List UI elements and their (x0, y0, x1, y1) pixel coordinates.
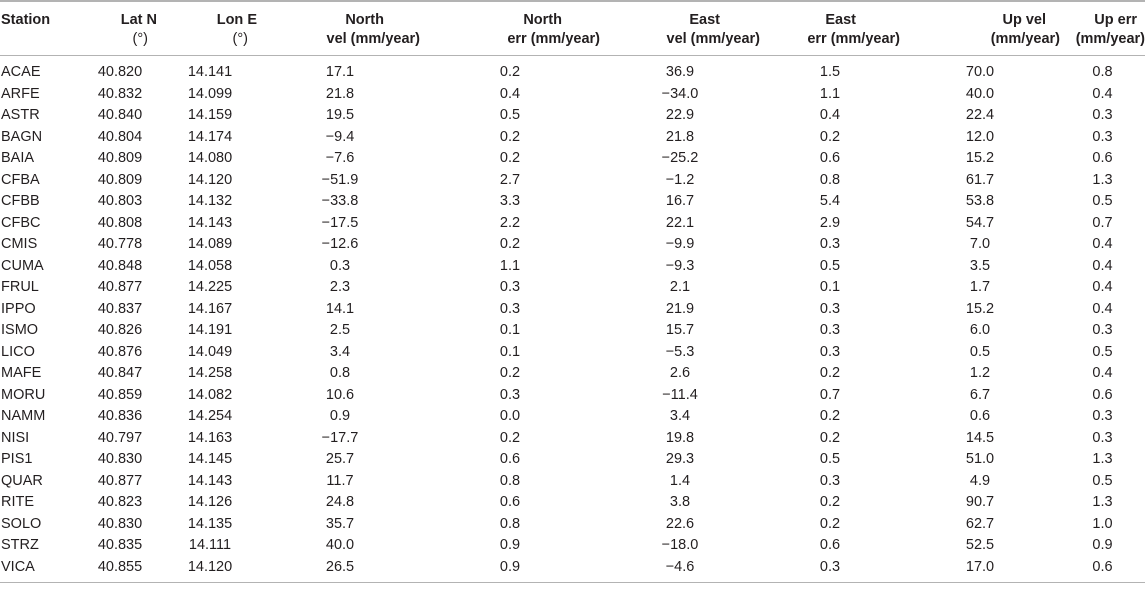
cell-lat: 40.830 (97, 451, 143, 467)
table-row (0, 105, 1145, 127)
cell-station: CUMA (1, 257, 44, 274)
cell-up-err: 1.3 (1092, 451, 1113, 467)
cell-east-vel: −18.0 (661, 537, 699, 553)
cell-north-vel: 10.6 (325, 386, 355, 403)
cell-station: QUAR (1, 472, 43, 489)
cell-east-vel: 21.8 (665, 128, 695, 145)
table-row (0, 385, 1145, 407)
cell-east-err: 0.4 (819, 107, 841, 123)
cell-up-err: 0.4 (1092, 85, 1113, 102)
cell-lat: 40.823 (97, 494, 143, 510)
header-lon: Lon E (°) (160, 2, 260, 56)
cell-up-vel: 51.0 (965, 451, 995, 467)
cell-up-vel: 54.7 (965, 214, 995, 231)
cell-lat: 40.837 (97, 300, 143, 317)
cell-north-vel: 2.3 (329, 279, 351, 295)
cell-lat: 40.855 (80, 557, 160, 583)
cell-up-err: 0.4 (1092, 300, 1113, 317)
header-up-err: Up err (mm/year) (1060, 2, 1145, 56)
cell-up-err: 0.3 (1092, 429, 1113, 446)
cell-east-vel: −5.3 (665, 343, 695, 360)
cell-lon: 14.159 (187, 107, 233, 123)
header-up-vel: Up vel (mm/year) (900, 2, 1060, 56)
cell-station: NISI (1, 429, 30, 446)
cell-lon: 14.163 (187, 429, 233, 446)
cell-station: ARFE (1, 85, 40, 102)
cell-lon: 14.126 (187, 494, 233, 510)
cell-north-vel: −17.7 (321, 429, 359, 446)
cell-lat: 40.820 (97, 64, 143, 80)
table-row (0, 127, 1145, 149)
table-row (0, 148, 1145, 170)
cell-north-vel: 19.5 (325, 107, 355, 123)
cell-up-vel: 53.8 (965, 193, 995, 209)
cell-north-vel: 0.9 (329, 408, 351, 424)
cell-lat: 40.804 (97, 128, 143, 145)
cell-station: BAGN (1, 128, 43, 145)
header-north-vel: North vel (mm/year) (260, 2, 420, 56)
cell-east-err: 5.4 (819, 193, 841, 209)
cell-station: MORU (1, 386, 46, 403)
table-row (0, 84, 1145, 106)
table-row (0, 449, 1145, 471)
cell-up-vel: 3.5 (969, 257, 991, 274)
cell-east-vel: 22.9 (665, 107, 695, 123)
cell-lon: 14.254 (187, 408, 233, 424)
cell-lat: 40.803 (97, 193, 143, 209)
cell-up-vel: 17.0 (900, 557, 1060, 583)
cell-up-vel: 62.7 (965, 515, 995, 532)
cell-east-vel: 19.8 (665, 429, 695, 446)
cell-up-vel: 14.5 (965, 429, 995, 446)
cell-north-err: 0.2 (499, 365, 521, 381)
header-lat: Lat N (°) (80, 2, 160, 56)
cell-north-vel: 26.5 (260, 557, 420, 583)
cell-lon: 14.135 (187, 515, 233, 532)
cell-up-vel: 15.2 (965, 300, 995, 317)
table-row (0, 170, 1145, 192)
cell-up-vel: 1.7 (969, 279, 991, 295)
cell-station: CFBC (1, 214, 41, 231)
cell-lat: 40.830 (97, 515, 143, 532)
cell-lon: 14.143 (187, 214, 233, 231)
cell-east-err: 0.3 (760, 557, 900, 583)
cell-lon: 14.174 (187, 128, 233, 145)
cell-north-vel: −51.9 (321, 171, 359, 188)
cell-east-err: 0.2 (819, 515, 841, 532)
cell-station: IPPO (1, 300, 36, 317)
cell-east-vel: −25.2 (661, 150, 699, 166)
cell-north-vel: 35.7 (325, 515, 355, 532)
cell-station: SOLO (1, 515, 42, 532)
cell-station: MAFE (1, 365, 42, 381)
cell-north-err: 0.8 (499, 472, 521, 489)
cell-up-vel: 70.0 (965, 64, 995, 80)
cell-up-vel: 4.9 (969, 472, 991, 489)
cell-east-vel: 2.1 (669, 279, 691, 295)
cell-lat: 40.778 (97, 236, 143, 252)
cell-up-vel: 90.7 (965, 494, 995, 510)
cell-station: CFBB (1, 193, 40, 209)
cell-up-err: 0.4 (1092, 236, 1113, 252)
cell-north-vel: 0.8 (329, 365, 351, 381)
cell-up-err: 1.0 (1092, 515, 1113, 532)
cell-lon: 14.258 (187, 365, 233, 381)
cell-east-err: 0.6 (819, 537, 841, 553)
cell-up-vel: 12.0 (965, 128, 995, 145)
cell-east-vel: 36.9 (665, 64, 695, 80)
cell-lon: 14.120 (187, 171, 233, 188)
table-row (0, 428, 1145, 450)
table-row (0, 535, 1145, 557)
cell-north-vel: 40.0 (325, 537, 355, 553)
cell-station: VICA (0, 557, 80, 583)
cell-up-err: 0.4 (1092, 365, 1113, 381)
cell-east-err: 0.3 (819, 322, 841, 338)
cell-north-err: 0.6 (499, 494, 521, 510)
cell-station: ISMO (1, 322, 39, 338)
cell-station: ACAE (1, 64, 41, 80)
cell-north-err: 2.7 (499, 171, 521, 188)
cell-north-err: 0.6 (499, 451, 521, 467)
table-row (0, 234, 1145, 256)
cell-north-vel: 0.3 (329, 257, 351, 274)
cell-north-err: 3.3 (499, 193, 521, 209)
table-row (0, 492, 1145, 514)
header-north-err: North err (mm/year) (420, 2, 600, 56)
cell-up-err: 0.3 (1092, 107, 1113, 123)
cell-north-err: 0.1 (499, 343, 521, 360)
cell-east-err: 1.1 (819, 85, 841, 102)
cell-north-err: 0.2 (499, 150, 521, 166)
cell-east-err: 0.2 (819, 365, 841, 381)
table-row (0, 299, 1145, 321)
cell-north-err: 0.8 (499, 515, 521, 532)
cell-east-err: 0.7 (819, 386, 841, 403)
cell-north-err: 1.1 (499, 257, 521, 274)
cell-station: RITE (1, 494, 35, 510)
table-header (0, 1, 1145, 56)
cell-east-vel: 3.4 (669, 408, 691, 424)
cell-up-err: 0.3 (1092, 322, 1113, 338)
header-east-err: East err (mm/year) (760, 2, 900, 56)
cell-east-err: 0.1 (819, 279, 841, 295)
cell-up-err: 0.5 (1092, 193, 1113, 209)
cell-station: FRUL (1, 279, 39, 295)
cell-east-err: 0.3 (819, 343, 841, 360)
cell-lat: 40.877 (97, 472, 143, 489)
cell-north-err: 0.1 (499, 322, 521, 338)
cell-lat: 40.826 (97, 322, 143, 338)
cell-lat: 40.832 (97, 85, 143, 102)
cell-lat: 40.848 (97, 257, 143, 274)
cell-east-err: 0.3 (819, 472, 841, 489)
cell-east-vel: −34.0 (661, 85, 699, 102)
cell-east-err: 0.3 (819, 300, 841, 317)
cell-north-err: 0.3 (499, 386, 521, 403)
cell-lon: 14.143 (187, 472, 233, 489)
table-row (0, 256, 1145, 278)
cell-up-vel: 0.5 (969, 343, 991, 360)
cell-up-err: 1.3 (1092, 171, 1113, 188)
cell-east-err: 0.5 (819, 451, 841, 467)
cell-north-err: 0.3 (499, 300, 521, 317)
cell-lat: 40.835 (97, 537, 143, 553)
cell-north-err: 0.0 (499, 408, 521, 424)
cell-east-vel: −11.4 (662, 386, 698, 403)
table-row (0, 471, 1145, 493)
cell-up-err: 0.3 (1092, 408, 1113, 424)
cell-north-err: 0.5 (499, 107, 521, 123)
cell-up-err: 0.3 (1092, 128, 1113, 145)
cell-lon: 14.225 (187, 279, 233, 295)
cell-north-err: 2.2 (499, 214, 521, 231)
cell-east-err: 0.2 (819, 494, 841, 510)
cell-east-vel: 1.4 (669, 472, 691, 489)
cell-up-err: 0.4 (1092, 279, 1113, 295)
table-row (0, 191, 1145, 213)
cell-north-err: 0.9 (499, 537, 521, 553)
cell-lon: 14.132 (187, 193, 233, 209)
cell-north-vel: 17.1 (325, 64, 355, 80)
cell-station: ASTR (1, 107, 40, 123)
cell-east-err: 0.2 (819, 128, 841, 145)
cell-lat: 40.797 (97, 429, 143, 446)
cell-east-vel: 16.7 (665, 193, 695, 209)
cell-up-err: 0.6 (1092, 386, 1113, 403)
cell-up-err: 0.9 (1092, 537, 1113, 553)
cell-north-vel: 11.7 (326, 472, 354, 489)
cell-east-vel: −4.6 (600, 557, 760, 583)
cell-lat: 40.809 (97, 150, 143, 166)
cell-station: LICO (1, 343, 35, 360)
cell-north-vel: 3.4 (329, 343, 351, 360)
cell-lat: 40.877 (97, 279, 143, 295)
table-row (0, 320, 1145, 342)
table-row (0, 213, 1145, 235)
cell-up-err: 0.5 (1092, 343, 1113, 360)
cell-lat: 40.809 (97, 171, 143, 188)
cell-east-err: 0.6 (819, 150, 841, 166)
cell-lon: 14.058 (187, 257, 233, 274)
cell-lon: 14.049 (187, 343, 233, 360)
cell-lon: 14.120 (160, 557, 260, 583)
cell-station: BAIA (1, 150, 35, 166)
cell-up-vel: 61.7 (965, 171, 995, 188)
cell-east-err: 0.8 (819, 171, 841, 188)
cell-station: CFBA (1, 171, 40, 188)
table-row (0, 514, 1145, 536)
cell-up-err: 0.8 (1092, 64, 1113, 80)
cell-north-err: 0.2 (499, 64, 521, 80)
cell-east-vel: 15.7 (665, 322, 695, 338)
cell-up-err: 1.3 (1092, 494, 1113, 510)
cell-lat: 40.859 (97, 386, 143, 403)
cell-north-err: 0.4 (499, 85, 521, 102)
cell-north-vel: 14.1 (325, 300, 355, 317)
cell-north-vel: −9.4 (325, 128, 355, 145)
cell-east-err: 0.5 (819, 257, 841, 274)
cell-lat: 40.847 (97, 365, 143, 381)
cell-station: CMIS (1, 236, 38, 252)
cell-north-err: 0.2 (499, 429, 521, 446)
cell-lon: 14.141 (187, 64, 233, 80)
cell-lat: 40.836 (97, 408, 143, 424)
cell-station: PIS1 (1, 451, 33, 467)
cell-east-vel: −1.2 (665, 171, 695, 188)
cell-north-vel: 21.8 (325, 85, 355, 102)
cell-east-vel: 22.1 (665, 214, 695, 231)
cell-north-vel: 2.5 (329, 322, 351, 338)
cell-up-err: 0.6 (1060, 557, 1145, 583)
cell-north-err: 0.2 (499, 128, 521, 145)
table-row (0, 277, 1145, 299)
header-station: Station (0, 2, 80, 56)
cell-lat: 40.876 (97, 343, 143, 360)
cell-up-vel: 1.2 (969, 365, 991, 381)
cell-east-err: 1.5 (819, 64, 841, 80)
table-row (0, 56, 1145, 84)
cell-up-err: 0.7 (1092, 214, 1113, 231)
cell-east-vel: 21.9 (665, 300, 695, 317)
cell-north-vel: 25.7 (325, 451, 355, 467)
cell-east-vel: −9.3 (665, 257, 695, 274)
table-row (0, 363, 1145, 385)
cell-up-vel: 6.0 (969, 322, 991, 338)
cell-north-vel: −12.6 (321, 236, 359, 252)
cell-north-err: 0.9 (420, 557, 600, 583)
cell-lon: 14.145 (187, 451, 233, 467)
cell-east-vel: 29.3 (665, 451, 695, 467)
cell-north-vel: −7.6 (325, 150, 355, 166)
cell-up-err: 0.4 (1092, 257, 1113, 274)
cell-east-err: 2.9 (819, 214, 841, 231)
table-row (0, 342, 1145, 364)
cell-up-vel: 40.0 (965, 85, 995, 102)
cell-up-vel: 15.2 (965, 150, 995, 166)
cell-north-vel: 24.8 (325, 494, 355, 510)
cell-lon: 14.099 (187, 85, 233, 102)
cell-east-vel: 3.8 (669, 494, 691, 510)
cell-up-err: 0.5 (1092, 472, 1113, 489)
cell-up-err: 0.6 (1092, 150, 1113, 166)
cell-lon: 14.082 (187, 386, 233, 403)
cell-lon: 14.167 (187, 300, 233, 317)
cell-east-err: 0.2 (819, 408, 841, 424)
cell-east-err: 0.3 (819, 236, 841, 252)
header-east-vel: East vel (mm/year) (600, 2, 760, 56)
cell-up-vel: 22.4 (965, 107, 995, 123)
cell-lon: 14.080 (187, 150, 233, 166)
cell-north-vel: −33.8 (321, 193, 359, 209)
cell-station: NAMM (1, 408, 46, 424)
cell-up-vel: 6.7 (969, 386, 991, 403)
table-body (0, 56, 1145, 583)
cell-east-vel: 22.6 (665, 515, 695, 532)
cell-north-vel: −17.5 (321, 214, 359, 231)
cell-station: STRZ (1, 537, 39, 553)
cell-north-err: 0.3 (499, 279, 521, 295)
cell-lon: 14.111 (188, 537, 232, 553)
cell-east-vel: −9.9 (665, 236, 695, 252)
cell-up-vel: 0.6 (969, 408, 991, 424)
cell-lon: 14.089 (187, 236, 233, 252)
cell-east-vel: 2.6 (669, 365, 691, 381)
cell-lat: 40.808 (97, 214, 143, 231)
cell-east-err: 0.2 (819, 429, 841, 446)
cell-north-err: 0.2 (499, 236, 521, 252)
table-row (0, 406, 1145, 428)
cell-lat: 40.840 (97, 107, 143, 123)
cell-up-vel: 52.5 (965, 537, 995, 553)
table-row (0, 557, 1145, 583)
cell-up-vel: 7.0 (969, 236, 991, 252)
cell-lon: 14.191 (187, 322, 233, 338)
